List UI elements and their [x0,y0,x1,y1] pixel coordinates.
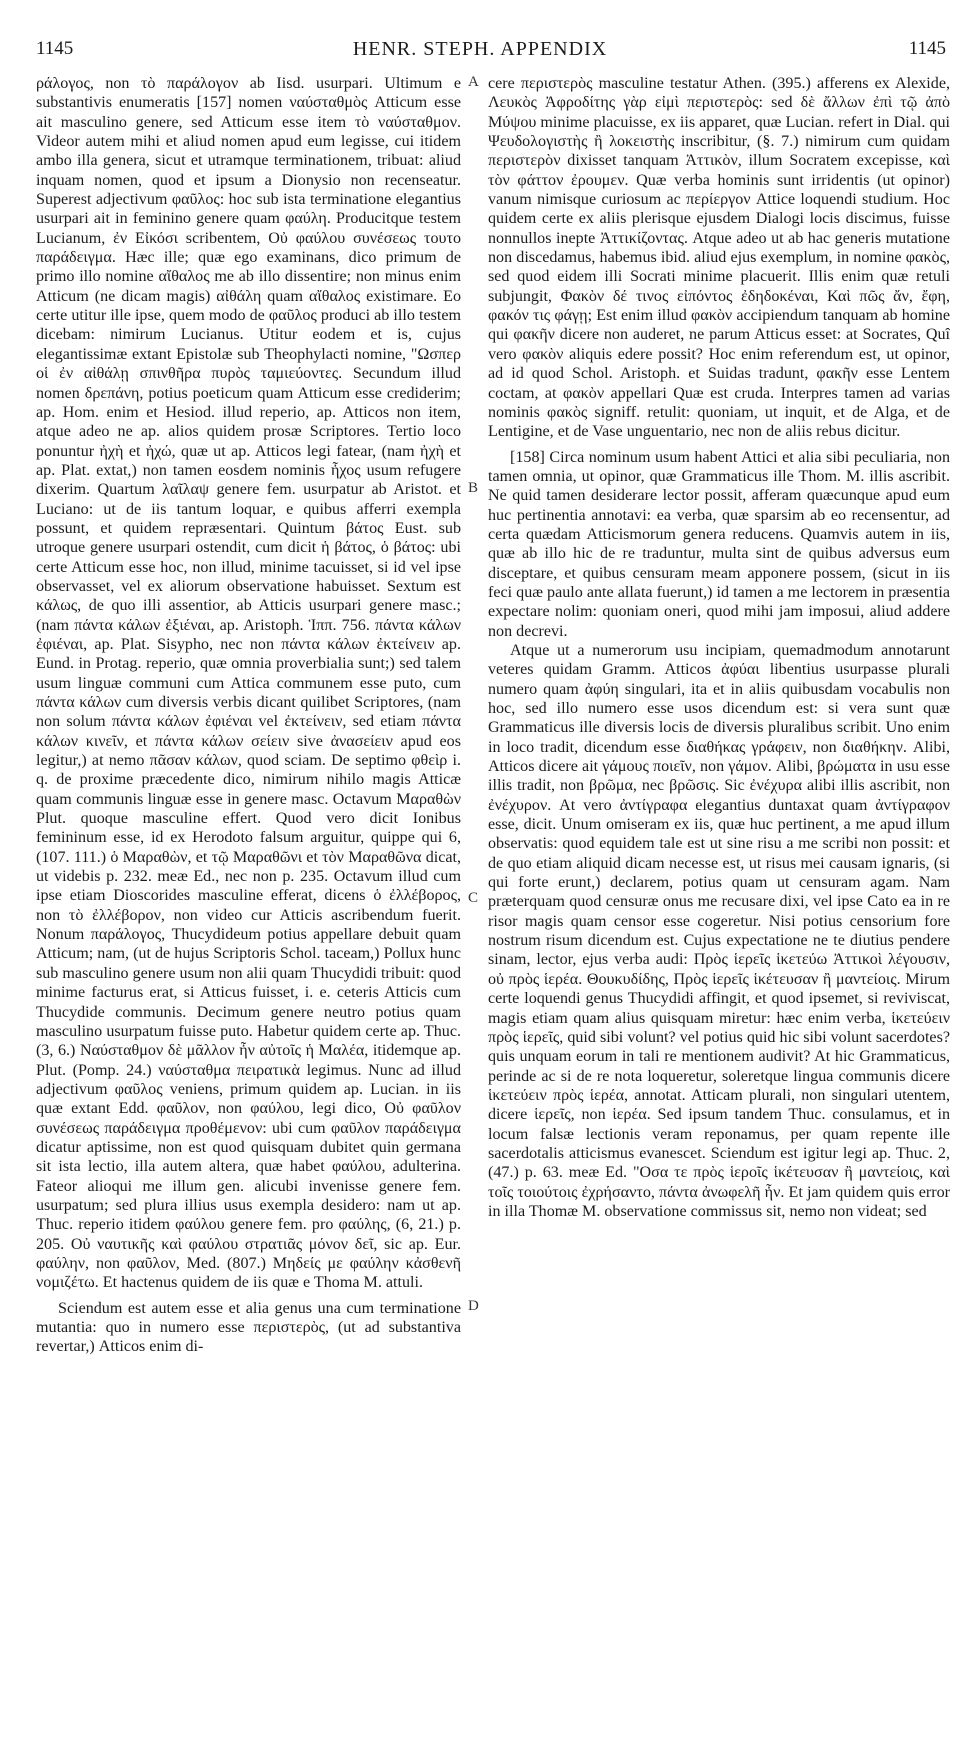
running-header [0,38,960,68]
page-number-left: 1145 [36,38,74,59]
margin-marker-d: D [468,1298,479,1314]
margin-marker-b: B [468,480,479,496]
margin-marker-c: C [468,890,479,906]
margin-marker-a: A [468,74,479,90]
right-paragraph-2: [158] Circa nominum usum habent Attici et alia sibi peculiaria, non tamen omnia, ut opinor, quæ Grammaticus ille Thom. M. illis ascribit. Ne quid tamen desiderare lector possit, afferam quæcunque apud eum huc pertinentia annotavi: ea verba, quæ sparsim ab eo recensentur, ad certa quædam Atticismorum genera reducens. Quamvis autem in iis, quæ ab illo hic de re traduntur, multa sint de quibus adversus eum disceptare, et quibus censuram meam apponere possem, (sicut in iis feci quæ paulo ante allata fuerunt,) id tamen a me lectorem in præsentia expectare nolim: quoniam oneri, quod mihi jam imposui, aliud addere non decrevi. [488,448,950,640]
running-title: HENR. STEPH. APPENDIX [352,38,608,60]
right-column [488,74,950,1742]
right-paragraph-3: Atque ut a numerorum usu incipiam, quemadmodum annotarunt veteres quidam Gramm. Atticos ἀφύαι libentius usurpasse plurali numero quam ἀφύη singulari, ita et in aliis quibusdam vocabulis non hoc, sed illo numero esse usos dicendum est: si vera sunt quæ Grammaticus ille diversis locis de diversis pluralibus scribit. Uno enim in loco tradit, dicendum esse διαθήκας γράφειν, non διαθήκην. Alibi, Atticos dicere ait γάμους ποιεῖν, non γάμον. Alibi, βρώματα in usu esse illis tradit, non βρῶμα, nec βρῶσις. Sic ἐνέχυρα alibi illis ascribit, non ἐνέχυρον. At vero ἀντίγραφα elegantius duntaxat quam ἀντίγραφον esse, dicit. Unum omiseram ex iis, quæ huc pertinent, a me apud illum observatis: quod equidem tale est ut sine risu a me scribi non possit: et de quo etiam aliquid dicam necesse est, ut risus mei causam ignaris, (si qui forte erunt,) declarem, potius quam ut censuram agam. Nam præterquam quod censuræ onus me recusare dixi, vel ipse Cato ea in re risor magis quam censor esse cogeretur. Nisi potius censorium fore nostrum risum dicendum est. Cujus expectatione ne te diutius pendere sinam, lector, ejus verba audi: Πρὸς ἱερεῖς ἱκετεύω Ἀττικοὶ λέγουσιν, οὐ πρὸς ἱερέα. Θουκυδίδης, Πρὸς ἱερεῖς ἱκέτευσαν ἢ μαντείοις. Mirum certe loquendi genus Thucydidi affingit, et quod ipsemet, si reviviscat, magis etiam quam alius quisquam miretur: hæc enim verba, ἱκετεύειν πρὸς ἱερεῖς, quid sibi volunt? vel potius quid hic sibi volunt sacerdotes? quis unquam eorum in tali re mentionem audivit? At hic Grammaticus, perinde ac si de re nota loqueretur, soleretque lingua communis dicere ἱκετεύειν πρὸς ἱερέα, annotat. Atticam plurali, non singulari utentem, dicere ἱερεῖς, non ἱερέα. Sed ipsum tandem Thuc. consulamus, et in locum falsæ lectionis veram reponamus, per quam repente ille sacerdotalis atticismus evanescet. Sciendum est igitur legi ap. Thuc. 2, (47.) p. 63. meæ Ed. "Οσα τε πρὸς ἱεροῖς ἱκέτευσαν ἢ μαντείοις, καὶ τοῖς τοιούτοις ἐχρήσαντο, πάντα ἀνωφελῆ ἦν. Et jam quidem quis error in illa Thomæ M. observatione commissus sit, nemo non videat; sed [488,641,950,1220]
page-number-right: 1145 [908,38,946,59]
left-paragraph-1: ράλογος, non τὸ παράλογον ab Iisd. usurpari. Ultimum e substantivis enumeratis [157] nomen ναύσταθμὸς Atticum esse ait masculino genere, sed Atticum esse item τὸ ναύσταθμον. Videor autem mihi et aliud nomen apud eum legisse, cui itidem ambo illa genera, sicut et utramque terminationem, tribuat: aliud inquam nomen, quod et ipsum a Dionysio non recenseatur. Superest adjectivum φαῦλος: hoc sub ista terminatione elegantius usurpari ait in feminino genere quam φαύλη. Producitque testem Lucianum, ἐν Εἰκόσι scribentem, Οὐ φαύλου συνέσεως τουτο παράδειγμα. Hæc ille; quæ ego examinans, dico primum de primo illo nomine αἴθαλος me ab illo dissentire; non minus enim Atticum (ne dicam magis) αἰθάλη quam αἴθαλος existimare. Eo certe utitur ille ipse, quem modo de φαῦλος produci ab illo testem dicebam: nimirum Lucianus. Utitur eodem et is, cujus elegantissimæ extant Epistolæ sub Theophylacti nomine, "Ωσπερ οἱ ἐν αἰθάλῃ σπινθῆρα πυρὸς ταμιεύοντες. Secundum illud nomen δρεπάνη, potius poeticum quam Atticum esse crediderim; ap. Hom. enim et Hesiod. illud reperio, ap. Atticos non item, atque adeo ne ap. alios quidem prosæ Scriptores. Tertio loco ponuntur ἠχὴ et ἠχώ, quæ ut ap. Atticos legi fatear, (nam ἠχὴ et ap. Plat. extat,) non tamen eosdem nominis ἦχος usum refugere dixerim. Quartum λαῖλαψ genere fem. usurpatur ab Aristot. et Luciano: ut de iis tantum loquar, e quibus afferri exempla possunt, et quidem repræsentari. Quintum βάτος Eust. sub utroque genere usurpari ostendit, cum dicit ἡ βάτος, ὁ βάτος: ubi certe Atticum esse hoc, non illud, minime tacuisset, si id vel ipse observasset, vel ex aliorum observatione habuisset. Sextum est κάλως, de quo illi assentior, ab Atticis usurpari genere masc.; (nam πάντα κάλων ἐξιέναι, ap. Aristoph. Ἱππ. 756. πάντα κάλων ἐφιέναι, ap. Plat. Sisypho, nec non πάντα κάλων ἐκτείνειν ap. Eund. in Protag. reperio, quæ omnia proverbialia sunt;) sed talem usum linguæ communi cum Attica communem esse puto, cum πάντα κάλων cum diversis verbis dicant quilibet Scriptores, (nam non solum πάντα κάλων ἐφιέναι vel ἐκτείνειν, sed etiam πάντα κάλων κινεῖν, et πάντα κάλων σείειν sive ἀνασείειν apud eos legitur,) at nemo πᾶσαν κάλων, quod sciam. De septimo φθεὶρ i. q. de proxime præcedente dico, nimirum nihilo magis Atticæ quam communis linguæ esse in genere masc. Octavum Μαραθὼν Plut. quoque masculine effert. Quod vero dicit Ionibus femininum esse, id ex Herodoto falsum arguitur, quippe qui 6, (107. 111.) ὁ Μαραθὼν, et τῷ Μαραθῶνι et τὸν Μαραθῶνα dicat, ut videbis p. 232. meæ Ed., nec non p. 235. Octavum illud cum ipse etiam Dioscorides masculine efferat, dicens ὁ ἐλλέβορος, non τὸ ἐλλέβορον, non video cur Atticis ascribendum fuerit. Nonum παράλογος, Thucydideum potius appellare debuit quam Atticum; nam, (ut de hujus Scriptoris Schol. taceam,) Pollux hunc sub masculino genere usum non alii quam Thucydidi tribuit: quod minime facturus erat, si Atticus fuisset, i. e. ceteris Atticis cum Thucydide communis. Decimum genere neutro potius quam masculino usurpatum fuisse puto. Habetur quidem certe ap. Thuc. (3, 6.) Ναύσταθμον δὲ μᾶλλον ἦν αὐτοῖς ἡ Μαλέα, itidemque ap. Plut. (Pomp. 24.) ναύσταθμα πειρατικὰ legimus. Nunc ad illud adjectivum φαῦλος veniens, primum quidem ap. Lucian. in iis quæ extant Edd. φαῦλον, non φαύλου, legi dico, Οὐ φαῦλον συνέσεως παράδειγμα προθέμενον: ubi cum φαῦλον παράδειγμα dicatur aptissime, non est quod quisquam dubitet quin germana sit ista lectio, illa autem altera, quæ habet φαύλου, adulterina. Fateor alioqui me illum gen. alicubi invenisse genere fem. usurpatum; sed plura illius usus exempla desidero: nam ut ap. Thuc. reperio itidem φαύλου genere fem. pro φαύλης, (6, 21.) p. 205. Οὐ ναυτικῆς καὶ φαύλου στρατιᾶς μόνον δεῖ, sic ap. Eur. φαύλην, non φαῦλον, Med. (807.) Μηδείς με φαύλην κἀσθενῆ νομιζέτω. Et hactenus quidem de iis quæ e Thoma M. attuli. [36,75,461,1292]
left-column [36,74,461,1742]
right-paragraph-1: cere περιστερὸς masculine testatur Athen. (395.) afferens ex Alexide, Λευκὸς Ἀφροδίτης γὰρ εἰμὶ περιστερὸς: sed δὲ ἄλλων ἐπὶ τῷ ἀπὸ Μύψου minime placuisse, ex iis apparet, quæ Lucian. refert in Dial. qui Ψευδολογιστὴς ἢ λοκειστὴς inscribitur, (§. 7.) nimirum cum quidam περιστερὸν dixisset tanquam Ἀττικὸν, illum Socratem excepisse, καὶ τὸν φάττον ἐρουμεν. Quæ verba hominis sunt irridentis (ut opinor) vanum nimisque curiosum ac περίεργον Attice loquendi studium. Hoc quidem certe ex aliis plerisque ejusdem Dialogi locis discimus, fuisse nonnullos inepte Ἀττικίζοντας. Atque adeo ut ab hac generis mutatione non discedamus, habemus ibid. aliud ejus exemplum, in nomine φακὸς, sed quod eidem illi Socrati minime placuerit. Illis enim quæ retuli subjungit, Φακὸν δέ τινος εἰπόντος ἐδηδοκέναι, Καὶ πῶς ἄν, ἔφη, φακόν τις φάγῃ; Est enim illud φακὸν accipiendum tanquam ab homine qui φακῆν dicere non auderet, ne parum Atticus esset: at Socrates, Quî vero φακὸν aliquis edere possit? Hoc enim referendum est, ut opinor, ad id quod Schol. Aristoph. et Suidas tradunt, φακῆν esse Lentem coctam, at φακὸν appellari Quæ est cruda. Interpres tamen ad varias nominis φακὸς signiff. retulit: quoniam, ut inquit, et de Alga, et de Lentigine, et de Vase unguentario, nec non de aliis rebus dicitur. [488,75,950,441]
left-paragraph-2: Sciendum est autem esse et alia genus una cum terminatione mutantia: quo in numero esse περιστερὸς, (ut ad substantiva revertar,) Atticos enim di- [36,1299,461,1356]
